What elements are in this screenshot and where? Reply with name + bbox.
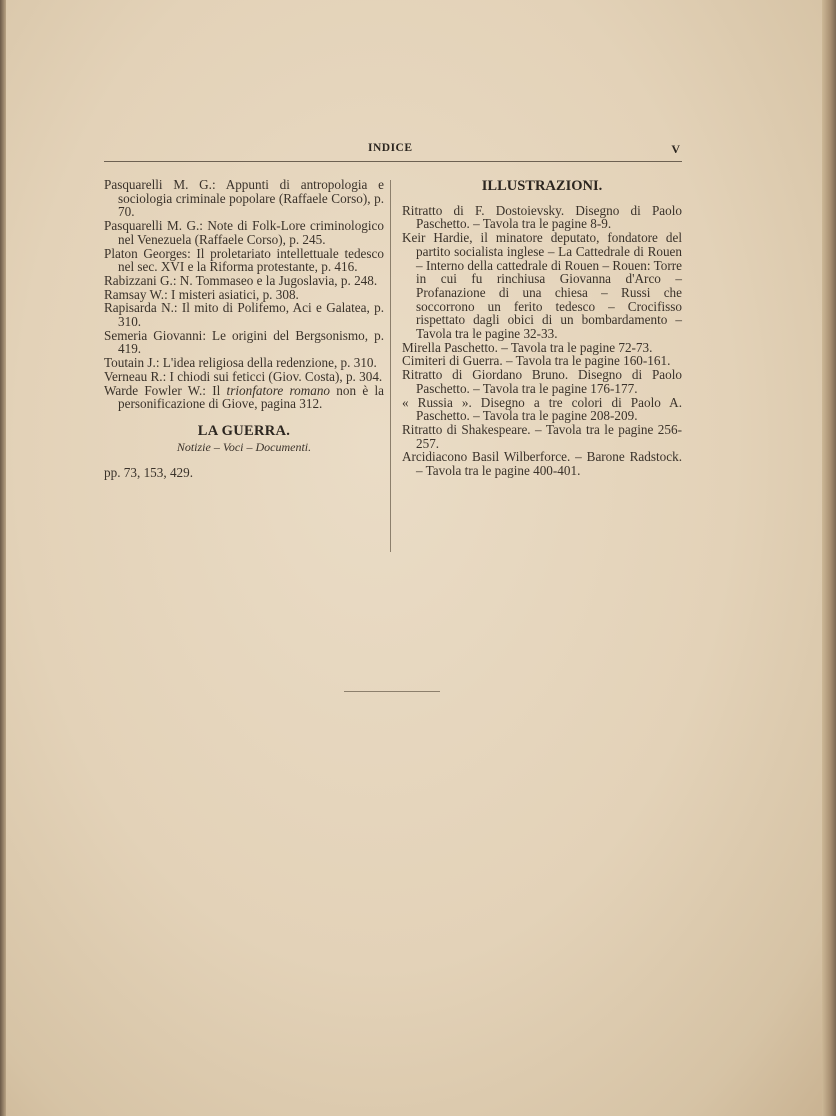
right-column [402,178,682,478]
illustration-entry: « Russia ». Disegno a tre colori di Paolo A. Paschetto. – Tavola tra le pagine 208-209. [402,394,682,424]
index-entry: Toutain J.: L'idea religiosa della redenzione, p. 310. [104,355,377,371]
illustration-entry: Ritratto di Shakespeare. – Tavola tra le pagine 256-257. [402,421,682,451]
index-entry: Semeria Giovanni: Le origini del Bergsonismo, p. 419. [104,327,384,357]
index-entry: Pasquarelli M. G.: Appunti di antropologia e sociologia criminale popolare (Raffaele Corso), p. 70. [104,177,384,220]
header-rule [104,161,682,162]
index-entry: Verneau R.: I chiodi sui feticci (Giov. Costa), p. 304. [104,368,383,384]
illustration-entry: Cimiteri di Guerra. – Tavola tra le pagine 160-161. [402,353,671,369]
guerra-subtitle: Notizie – Voci – Documenti. [176,439,312,454]
page-left-edge [0,0,6,1116]
guerra-pages: pp. 73, 153, 429. [104,465,194,481]
illustration-entry: Mirella Paschetto. – Tavola tra le pagine 72-73. [402,339,653,355]
illustration-entry: Ritratto di F. Dostoievsky. Disegno di Paolo Paschetto. – Tavola tra le pagine 8-9. [402,202,682,232]
page-number: V [671,142,680,156]
index-entry: Rabizzani G.: N. Tommaseo e la Jugoslavia, p. 248. [104,272,378,288]
guerra-heading: LA GUERRA. [197,422,291,439]
entry-italic-title: trionfatore romano [226,382,331,398]
index-entry: Ramsay W.: I misteri asiatici, p. 308. [104,286,299,302]
index-entry: Platon Georges: Il proletariato intellettuale tedesco nel sec. XVI e la Riforma protestante, p. 416. [104,245,384,275]
index-entry: Rapisarda N.: Il mito di Polifemo, Aci e Galatea, p. 310. [104,300,384,330]
index-entry-warde-fowler [104,384,384,411]
running-header [104,142,682,160]
illustration-entry: Ritratto di Giordano Bruno. Disegno di Paolo Paschetto. – Tavola tra le pagine 176-177. [402,367,682,396]
illustration-entry: Keir Hardie, il minatore deputato, fondatore del partito socialista inglese – La Cattedrale di Rouen – Interno della cattedrale di Rouen – Rouen: Torre in cui fu rinchiusa Giovanna d'Arco – Profanazione di una chiesa – Russi che soccorrono un ferito tedesco – Crocifisso rispettato dagli obici di un bombardamento – Tavola tra le pagine 32-33. [402,230,682,342]
left-column [104,178,384,493]
index-entry: Pasquarelli M. G.: Note di Folk-Lore criminologico nel Venezuela (Raffaele Corso), p. 245. [104,218,384,247]
column-divider [390,180,391,552]
page-right-edge [822,0,836,1116]
entry-text-before: Warde Fowler W.: Il [104,382,227,398]
entry-text-after: non è la personificazione di Giove, pagina 312. [118,382,384,412]
end-rule [344,691,440,692]
illustration-entry: Arcidiacono Basil Wilberforce. – Barone Radstock. – Tavola tra le pagine 400-401. [402,449,682,479]
header-title: INDICE [368,142,413,154]
illustrazioni-heading: ILLUSTRAZIONI. [481,178,603,194]
